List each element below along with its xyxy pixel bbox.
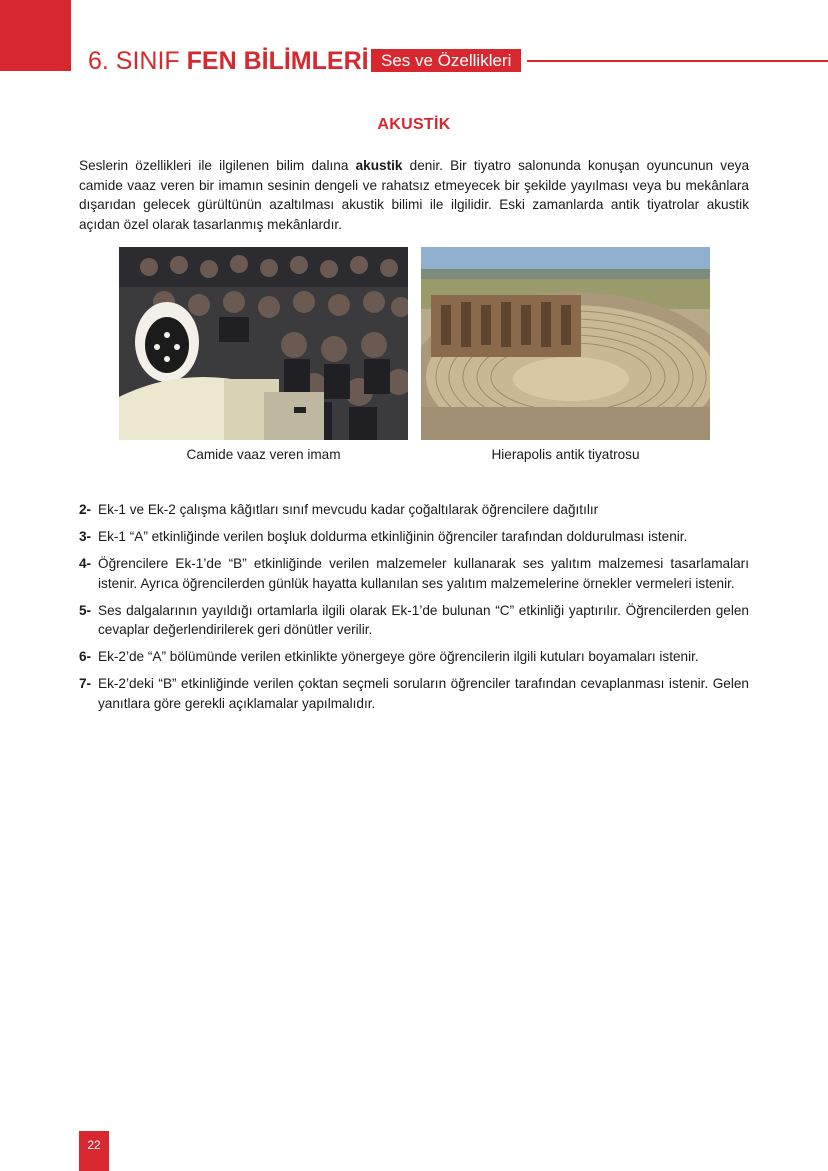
- header-grade: 6. SINIF: [88, 47, 180, 75]
- mosque-imam-photo: [119, 247, 408, 440]
- procedure-steps: [79, 500, 749, 721]
- list-item: [79, 527, 749, 547]
- photo-caption-imam: Camide vaaz veren imam: [186, 447, 341, 462]
- step-number: 2-: [79, 502, 92, 517]
- header-rule: [527, 60, 828, 62]
- list-item: [79, 601, 749, 640]
- section-title: AKUSTİK: [377, 116, 451, 133]
- hierapolis-theatre-photo: [421, 247, 710, 440]
- page-header-title: [88, 46, 369, 76]
- step-text: Ek-2’deki “B” etkinliğinde verilen çoktan seçmeli soruların öğrenciler tarafından cevaplanması istenir. Gelen yanıtlara göre gerekli açıklamalar yapılmalıdır.: [98, 676, 749, 711]
- step-text: Öğrencilere Ek-1’de “B” etkinliğinde verilen malzemeler kullanarak ses yalıtım malzemesi tasarlamaları istenir. Ayrıca öğrencilerden günlük hayatta kullanılan ses yalıtım malzemelerine örnekler vermeleri istenir.: [98, 556, 749, 591]
- step-number: 4-: [79, 556, 92, 571]
- header-subject: FEN BİLİMLERİ: [186, 47, 369, 75]
- unit-badge: Ses ve Özellikleri: [371, 49, 521, 72]
- header-corner-block: [0, 0, 71, 71]
- intro-text-start: Seslerin özellikleri ile ilgilenen bilim dalına: [79, 158, 356, 173]
- step-text: Ses dalgalarının yayıldığı ortamlarla ilgili olarak Ek-1’de bulunan “C” etkinliği yaptırılır. Öğrencilerden gelen cevaplar değerlendirilerek geri dönütler verilir.: [98, 602, 749, 637]
- step-text: Ek-1 ve Ek-2 çalışma kâğıtları sınıf mevcudu kadar çoğaltılarak öğrencilere dağıtılır: [98, 502, 599, 517]
- step-text: Ek-2’de “A” bölümünde verilen etkinlikte yönergeye göre öğrencilerin ilgili kutuları boyamaları istenir.: [98, 649, 699, 664]
- list-item: [79, 674, 749, 713]
- list-item: [79, 500, 749, 520]
- list-item: [79, 554, 749, 593]
- step-number: 3-: [79, 529, 92, 544]
- intro-term: akustik: [355, 158, 403, 173]
- intro-text-end: denir. Bir tiyatro salonunda konuşan oyuncunun veya camide vaaz veren bir imamın sesinin dengeli ve rahatsız etmeyecek bir şekilde yayılması veya bu mekânlara dışarıdan gelecek gürültünün azaltılması akustik bilimi ile ilgilidir. Eski zamanlarda antik tiyatrolar akustik açıdan özel olarak tasarlanmış mekânlardır.: [79, 158, 749, 232]
- photo-caption-theatre: Hierapolis antik tiyatrosu: [491, 447, 640, 462]
- step-number: 5-: [79, 602, 92, 618]
- page-number: 22: [79, 1131, 109, 1171]
- step-number: 6-: [79, 649, 92, 664]
- list-item: [79, 647, 749, 667]
- step-text: Ek-1 “A” etkinliğinde verilen boşluk doldurma etkinliğinin öğrenciler tarafından doldurulması istenir.: [98, 529, 688, 544]
- step-number: 7-: [79, 676, 92, 691]
- intro-paragraph: [79, 156, 749, 234]
